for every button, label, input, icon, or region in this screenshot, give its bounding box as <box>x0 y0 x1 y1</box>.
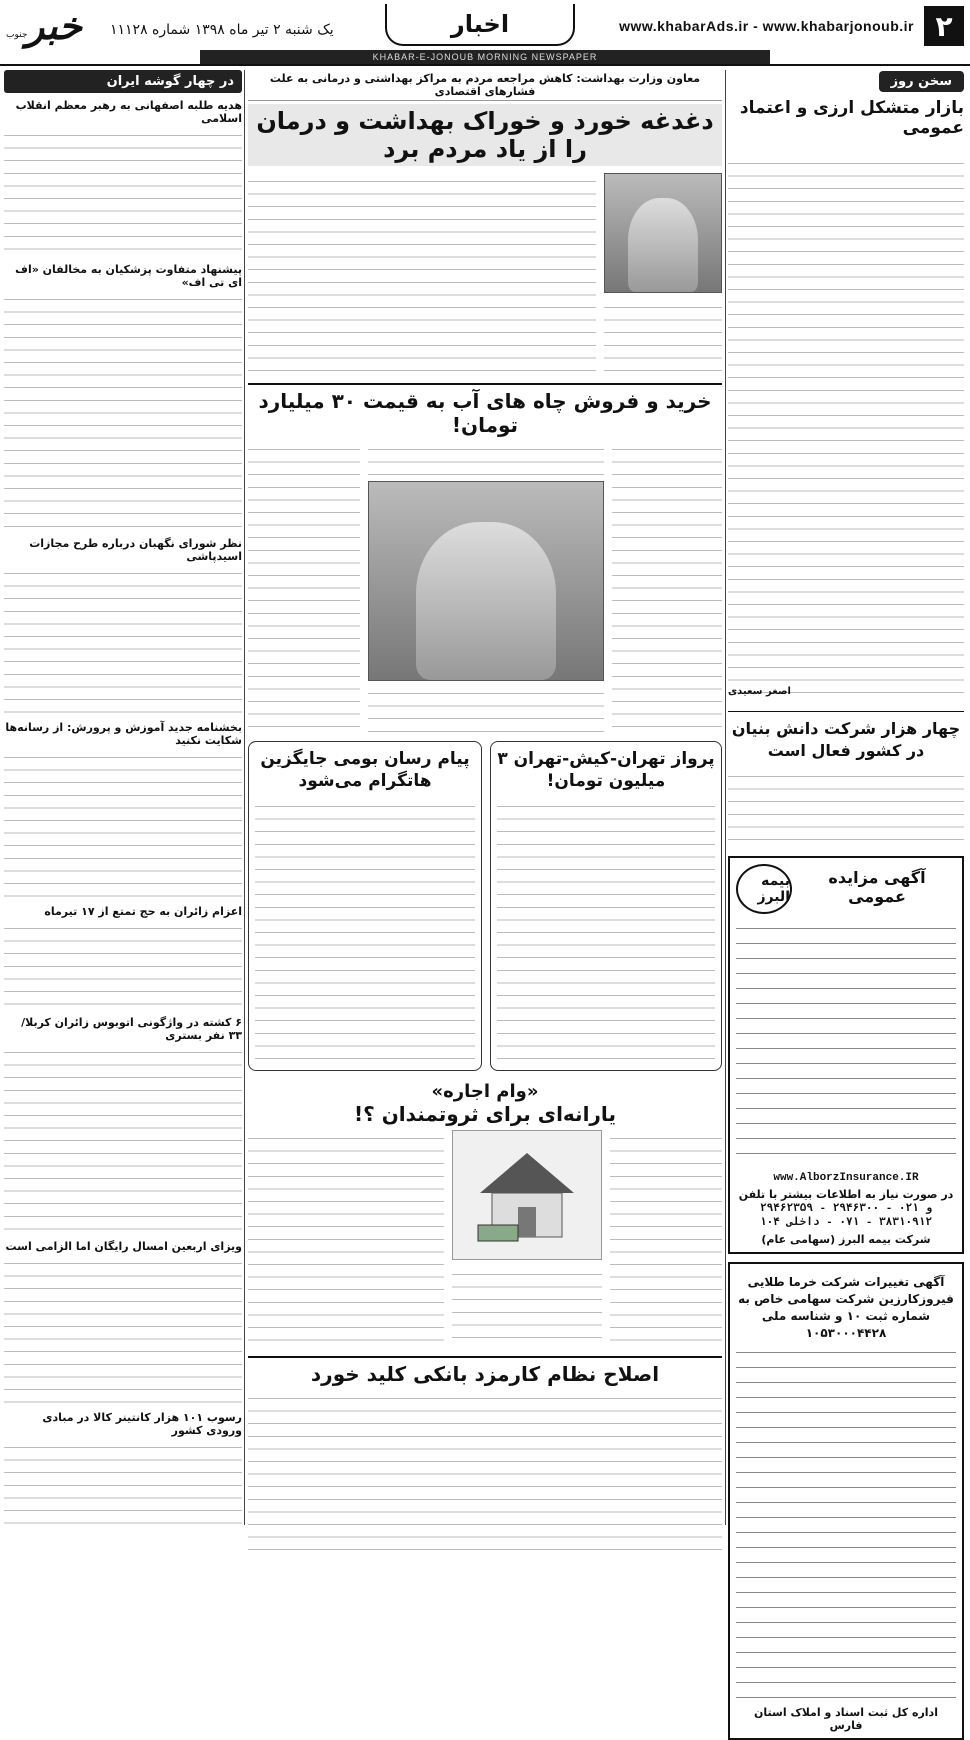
insurance-logo: بیمه البرز <box>736 864 792 914</box>
kish-flight-headline: پرواز تهران-کیش-تهران ۳ میلیون تومان! <box>497 749 715 791</box>
water-wells-body <box>368 441 604 477</box>
house-icon <box>472 1145 582 1245</box>
news-item-body <box>4 920 242 1010</box>
section-title: اخبار <box>385 4 575 46</box>
lead-body <box>248 173 596 373</box>
rent-loan-kicker: «وام اجاره» <box>431 1081 539 1102</box>
author: اصغر سعیدی <box>728 686 791 697</box>
bank-fee-headline: اصلاح نظام کارمزد بانکی کلید خورد <box>248 1356 722 1386</box>
house-money-image <box>452 1130 602 1260</box>
rent-loan-body <box>452 1266 602 1348</box>
knowledge-companies-body <box>728 768 964 848</box>
news-item-title: هدیه طلبه اصفهانی به رهبر معظم انقلاب اسلامی <box>15 99 242 125</box>
auction-ad-title: آگهی مزایده عمومی <box>828 868 926 906</box>
news-item-title: اعزام زائران به حج تمتع از ۱۷ تیرماه <box>44 905 242 918</box>
rent-loan-story <box>248 1130 722 1352</box>
newspaper-logo <box>6 2 102 50</box>
news-item-title: ویزای اربعین امسال رایگان اما الزامی است <box>5 1240 242 1253</box>
editorial-headline: بازار متشکل ارزی و اعتماد عمومی <box>739 98 964 138</box>
four-corners-banner: در چهار گوشه ایران <box>4 70 242 93</box>
water-wells-story <box>248 441 722 741</box>
news-item-body <box>4 1439 242 1529</box>
insurance-website[interactable]: www.AlborzInsurance.IR <box>773 1172 919 1184</box>
left-column <box>4 70 242 1525</box>
editorial-body <box>728 142 964 682</box>
water-wells-body <box>612 441 722 737</box>
water-wells-body <box>248 441 360 737</box>
logo-sub: جنوب <box>6 30 28 40</box>
news-item-body <box>4 1044 242 1234</box>
auction-ad-signature: شرکت بیمه البرز (سهامی عام) <box>761 1233 931 1246</box>
news-item-title: پیشنهاد متفاوت پزشکیان به مخالفان «اف ای تی اف» <box>15 263 242 289</box>
water-official-photo <box>368 481 604 681</box>
messenger-headline: پیام رسان بومی جایگزین هاتگرام می‌شود <box>260 749 470 791</box>
rent-loan-body <box>610 1130 722 1348</box>
kish-flight-body <box>497 798 715 1068</box>
rent-loan-headline: یارانه‌ای برای ثروتمندان ؟! <box>354 1102 616 1126</box>
health-official-photo <box>604 173 722 293</box>
kish-flight-story <box>490 741 722 1071</box>
lead-story <box>248 169 722 379</box>
news-item-body <box>4 565 242 715</box>
rent-loan-body <box>248 1130 444 1348</box>
phone-numbers: ۲۹۴۶۲۳۵۹ - ۲۹۴۶۳۰۰ - ۰۲۱ و ۳۸۳۱۰۹۱۲ - ۰۷۱ - داخلی ۱۰۴ <box>759 1203 933 1229</box>
news-item-body <box>4 749 242 899</box>
auction-ad <box>728 856 964 1254</box>
dateline: یک شنبه ۲ تیر ماه ۱۳۹۸ شماره ۱۱۱۲۸ <box>110 22 334 38</box>
news-item-title: رسوب ۱۰۱ هزار کانتینر کالا در مبادی ورودی کشور <box>42 1411 242 1437</box>
bank-fee-body <box>248 1390 722 1560</box>
news-item-body <box>4 1255 242 1405</box>
news-item-title: ۶ کشته در واژگونی اتوبوس زائران کربلا/ ۳۳ نفر بستری <box>21 1016 242 1042</box>
company-changes-body <box>736 1342 956 1702</box>
water-wells-headline: خرید و فروش چاه های آب به قیمت ۳۰ میلیارد تومان! <box>248 383 722 437</box>
messenger-story <box>248 741 482 1071</box>
boxed-stories-row <box>248 741 722 1081</box>
right-column <box>728 70 964 1732</box>
news-item-title: بخشنامه جدید آموزش و پرورش: از رسانه‌ها شکایت نکنید <box>5 721 242 747</box>
news-item-title: نظر شورای نگهبان درباره طرح مجازات اسیدپاشی <box>29 537 242 563</box>
company-changes-title: آگهی تغییرات شرکت خرما طلایی فیروزکارزین شرکت سهامی خاص به شماره ثبت ۱۰ و شناسه ملی ۱۰۵۳۰۰۰۴۴۲۸ <box>738 1275 954 1340</box>
photo-caption <box>604 299 722 375</box>
messenger-body <box>255 798 475 1068</box>
page-number: ۲ <box>924 6 964 46</box>
news-item-body <box>4 291 242 531</box>
contact-label: در صورت نیاز به اطلاعات بیشتر با تلفن <box>738 1188 954 1201</box>
company-changes-signature: اداره کل ثبت اسناد و املاک استان فارس <box>754 1706 938 1732</box>
news-item-body <box>4 127 242 257</box>
masthead <box>0 0 970 66</box>
logo-text: خبر <box>26 3 82 48</box>
column-divider <box>725 70 726 1525</box>
middle-column <box>248 70 722 1525</box>
lead-headline: دغدغه خورد و خوراک بهداشت و درمان را از یاد مردم برد <box>248 104 722 166</box>
knowledge-companies-headline: چهار هزار شرکت دانش بنیان در کشور فعال است <box>731 719 961 760</box>
company-changes-ad <box>728 1262 964 1740</box>
auction-ad-body <box>736 918 956 1168</box>
divider <box>728 711 964 712</box>
editorial-tag: سخن روز <box>728 70 964 92</box>
english-name-strip: KHABAR-E-JONOUB MORNING NEWSPAPER <box>200 50 770 64</box>
column-divider <box>244 70 245 1525</box>
lead-kicker: معاون وزارت بهداشت: کاهش مراجعه مردم به مراکز بهداشتی و درمانی به علت فشارهای اقتصادی <box>248 70 722 101</box>
water-wells-body <box>368 685 604 737</box>
website-links[interactable]: www.khabarAds.ir - www.khabarjonoub.ir <box>619 18 914 34</box>
